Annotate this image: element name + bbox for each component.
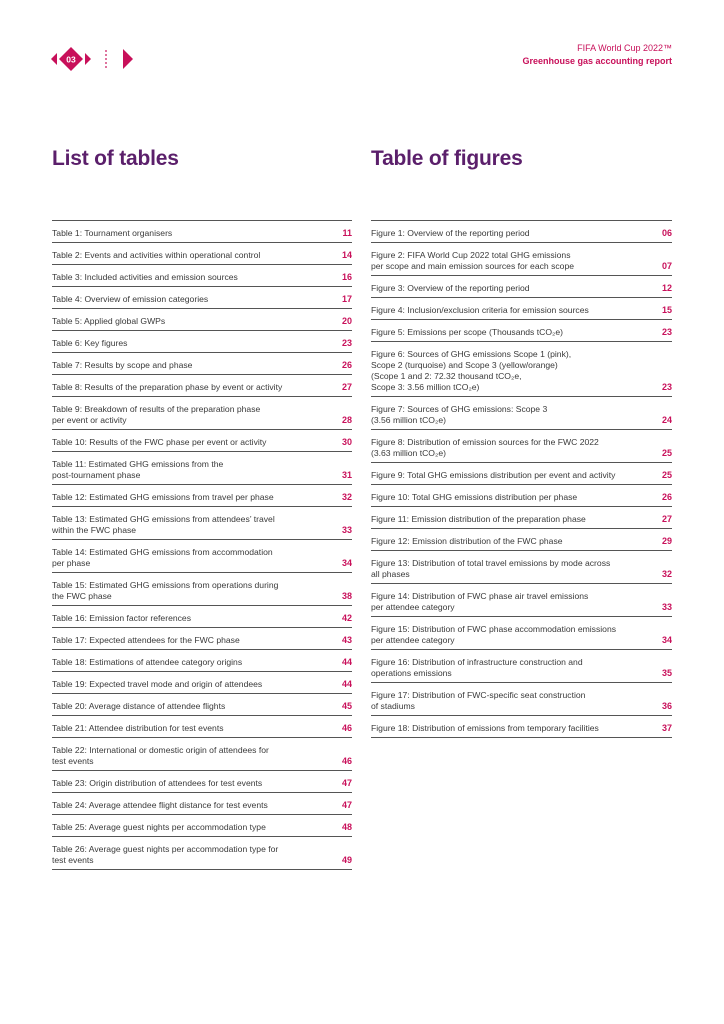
list-of-tables — [52, 220, 352, 870]
figure-entry-page: 34 — [661, 635, 672, 645]
table-entry-title: Table 25: Average guest nights per accommodation type — [52, 822, 266, 832]
next-page-arrow-icon[interactable] — [123, 49, 133, 69]
table-entry[interactable] — [52, 309, 352, 331]
figure-entry-page: 37 — [661, 723, 672, 733]
table-entry-title: Table 3: Included activities and emission sources — [52, 272, 238, 282]
figure-entry[interactable] — [371, 276, 672, 298]
figure-entry-page: 35 — [661, 668, 672, 678]
figure-entry-page: 32 — [661, 569, 672, 579]
table-entry-title: Table 21: Attendee distribution for test events — [52, 723, 224, 733]
table-entry-title: Table 23: Origin distribution of attendees for test events — [52, 778, 263, 788]
prev-page-arrow-icon[interactable] — [51, 53, 57, 65]
figure-entry[interactable] — [371, 298, 672, 320]
figure-entry[interactable] — [371, 243, 672, 276]
figure-entry[interactable] — [371, 584, 672, 617]
table-entry[interactable] — [52, 221, 352, 243]
table-of-figures-heading: Table of figures — [371, 147, 523, 170]
table-entry-title: Table 9: Breakdown of results of the preparation phase per event or activity — [52, 404, 261, 425]
table-entry[interactable] — [52, 375, 352, 397]
table-entry-page: 11 — [342, 228, 352, 238]
table-entry[interactable] — [52, 573, 352, 606]
figure-entry-page: 25 — [661, 470, 672, 480]
dots-separator-icon — [105, 50, 107, 68]
table-entry[interactable] — [52, 430, 352, 452]
figure-entry-title: Figure 13: Distribution of total travel emissions by mode across all phases — [371, 558, 611, 579]
figure-entry-page: 23 — [661, 327, 672, 337]
table-entry-page: 43 — [341, 635, 352, 645]
figure-entry[interactable] — [371, 617, 672, 650]
figure-entry-title: Figure 6: Sources of GHG emissions Scope 1 (pink), Scope 2 (turquoise) and Scope 3 (yellow/orange) (Scope 1 and 2: 72.32 thousand tCO₂e, Scope 3: 3.56 million tCO₂e) — [371, 349, 572, 392]
table-entry-title: Table 16: Emission factor references — [52, 613, 191, 623]
figure-entry-title: Figure 14: Distribution of FWC phase air travel emissions per attendee category — [371, 591, 589, 612]
table-entry-title: Table 26: Average guest nights per accommodation type for test events — [52, 844, 279, 865]
figure-entry[interactable] — [371, 683, 672, 716]
figure-entry-page: 27 — [661, 514, 672, 524]
table-of-figures — [371, 220, 672, 738]
table-entry[interactable] — [52, 793, 352, 815]
table-entry[interactable] — [52, 628, 352, 650]
table-entry[interactable] — [52, 485, 352, 507]
table-entry-page: 14 — [341, 250, 352, 260]
table-entry-title: Table 6: Key figures — [52, 338, 128, 348]
table-entry-page: 48 — [341, 822, 352, 832]
table-entry-page: 23 — [341, 338, 352, 348]
figure-entry[interactable] — [371, 551, 672, 584]
table-entry-page: 30 — [341, 437, 352, 447]
table-entry[interactable] — [52, 694, 352, 716]
table-entry-page: 46 — [341, 723, 352, 733]
table-entry-page: 17 — [341, 294, 352, 304]
figure-entry-title: Figure 5: Emissions per scope (Thousands tCO₂e) — [371, 327, 563, 337]
figure-entry-title: Figure 2: FIFA World Cup 2022 total GHG emissions per scope and main emission sources for each scope — [371, 250, 575, 271]
report-title: Greenhouse gas accounting report — [522, 56, 672, 66]
table-entry-page: 31 — [341, 470, 352, 480]
table-entry-page: 46 — [341, 756, 352, 766]
table-entry-page: 16 — [341, 272, 352, 282]
figure-entry-page: 33 — [661, 602, 672, 612]
table-entry-page: 32 — [341, 492, 352, 502]
figure-entry-page: 12 — [661, 283, 672, 293]
table-entry-title: Table 15: Estimated GHG emissions from operations during the FWC phase — [52, 580, 279, 601]
table-entry-page: 44 — [341, 679, 352, 689]
table-entry-page: 44 — [341, 657, 352, 667]
table-entry-title: Table 7: Results by scope and phase — [52, 360, 193, 370]
figure-entry-title: Figure 15: Distribution of FWC phase accommodation emissions per attendee category — [371, 624, 617, 645]
table-entry-title: Table 11: Estimated GHG emissions from the post-tournament phase — [52, 459, 224, 480]
figure-entry[interactable] — [371, 430, 672, 463]
figure-entry-title: Figure 18: Distribution of emissions from temporary facilities — [371, 723, 599, 733]
table-entry[interactable] — [52, 540, 352, 573]
figure-entry-page: 25 — [661, 448, 672, 458]
figure-entry[interactable] — [371, 529, 672, 551]
table-entry-page: 42 — [341, 613, 352, 623]
figure-entry-page: 26 — [661, 492, 672, 502]
figure-entry-title: Figure 17: Distribution of FWC-specific seat construction of stadiums — [371, 690, 586, 711]
table-entry[interactable] — [52, 650, 352, 672]
figure-entry-page: 06 — [661, 228, 672, 238]
table-entry[interactable] — [52, 452, 352, 485]
table-entry-page: 45 — [341, 701, 352, 711]
table-entry-title: Table 22: International or domestic origin of attendees for test events — [52, 745, 269, 766]
figure-entry-page: 15 — [661, 305, 672, 315]
next-page-small-arrow-icon[interactable] — [85, 53, 91, 65]
table-entry-page: 34 — [341, 558, 352, 568]
figure-entry-title: Figure 11: Emission distribution of the preparation phase — [371, 514, 586, 524]
figure-entry[interactable] — [371, 650, 672, 683]
table-entry-page: 47 — [341, 800, 352, 810]
figure-entry-title: Figure 12: Emission distribution of the FWC phase — [371, 536, 563, 546]
table-entry-title: Table 12: Estimated GHG emissions from travel per phase — [52, 492, 274, 502]
figure-entry-title: Figure 3: Overview of the reporting period — [371, 283, 530, 293]
table-entry-title: Table 20: Average distance of attendee flights — [52, 701, 226, 711]
table-entry-page: 49 — [341, 855, 352, 865]
page-number: 03 — [66, 54, 76, 65]
event-title: FIFA World Cup 2022™ — [577, 43, 672, 53]
table-entry-title: Table 18: Estimations of attendee category origins — [52, 657, 243, 667]
table-entry[interactable] — [52, 837, 352, 870]
table-entry[interactable] — [52, 397, 352, 430]
table-entry-title: Table 2: Events and activities within operational control — [52, 250, 261, 260]
table-entry-page: 38 — [341, 591, 352, 601]
table-entry-title: Table 10: Results of the FWC phase per event or activity — [52, 437, 267, 447]
table-entry[interactable] — [52, 738, 352, 771]
table-entry[interactable] — [52, 331, 352, 353]
table-entry[interactable] — [52, 716, 352, 738]
figure-entry-title: Figure 10: Total GHG emissions distribution per phase — [371, 492, 578, 502]
table-entry-title: Table 24: Average attendee flight distance for test events — [52, 800, 268, 810]
figure-entry-page: 23 — [661, 382, 672, 392]
table-entry[interactable] — [52, 672, 352, 694]
figure-entry[interactable] — [371, 463, 672, 485]
figure-entry-title: Figure 4: Inclusion/exclusion criteria for emission sources — [371, 305, 589, 315]
table-entry[interactable] — [52, 507, 352, 540]
figure-entry[interactable] — [371, 397, 672, 430]
table-entry[interactable] — [52, 815, 352, 837]
figure-entry[interactable] — [371, 342, 672, 397]
table-entry-title: Table 1: Tournament organisers — [52, 228, 173, 238]
table-entry-page: 28 — [341, 415, 352, 425]
report-header — [522, 42, 672, 68]
table-entry-title: Table 14: Estimated GHG emissions from accommodation per phase — [52, 547, 273, 568]
table-entry-title: Table 5: Applied global GWPs — [52, 316, 166, 326]
table-entry[interactable] — [52, 353, 352, 375]
figure-entry[interactable] — [371, 485, 672, 507]
table-entry-title: Table 19: Expected travel mode and origin of attendees — [52, 679, 263, 689]
figure-entry-title: Figure 7: Sources of GHG emissions: Scope 3 (3.56 million tCO₂e) — [371, 404, 548, 425]
table-entry-page: 20 — [341, 316, 352, 326]
figure-entry-title: Figure 16: Distribution of infrastructure construction and operations emissions — [371, 657, 583, 678]
table-entry-page: 33 — [341, 525, 352, 535]
list-of-tables-heading: List of tables — [52, 147, 179, 170]
figure-entry-title: Figure 1: Overview of the reporting period — [371, 228, 530, 238]
figure-entry[interactable] — [371, 507, 672, 529]
table-entry[interactable] — [52, 243, 352, 265]
figure-entry[interactable] — [371, 320, 672, 342]
figure-entry-page: 36 — [661, 701, 672, 711]
figure-entry-title: Figure 8: Distribution of emission sources for the FWC 2022 (3.63 million tCO₂e) — [371, 437, 599, 458]
figure-entry-title: Figure 9: Total GHG emissions distribution per event and activity — [371, 470, 616, 480]
table-entry[interactable] — [52, 287, 352, 309]
table-entry-title: Table 17: Expected attendees for the FWC phase — [52, 635, 240, 645]
table-entry-title: Table 4: Overview of emission categories — [52, 294, 209, 304]
figure-entry[interactable] — [371, 716, 672, 738]
table-entry[interactable] — [52, 606, 352, 628]
figure-entry-page: 29 — [661, 536, 672, 546]
table-entry[interactable] — [52, 265, 352, 287]
figure-entry[interactable] — [371, 221, 672, 243]
table-entry-title: Table 8: Results of the preparation phase by event or activity — [52, 382, 283, 392]
table-entry-title: Table 13: Estimated GHG emissions from attendees’ travel within the FWC phase — [52, 514, 275, 535]
figure-entry-page: 07 — [661, 261, 672, 271]
page-navigation — [50, 44, 140, 74]
figure-entry-page: 24 — [661, 415, 672, 425]
table-entry-page: 26 — [341, 360, 352, 370]
table-entry-page: 27 — [341, 382, 352, 392]
table-entry-page: 47 — [341, 778, 352, 788]
table-entry[interactable] — [52, 771, 352, 793]
